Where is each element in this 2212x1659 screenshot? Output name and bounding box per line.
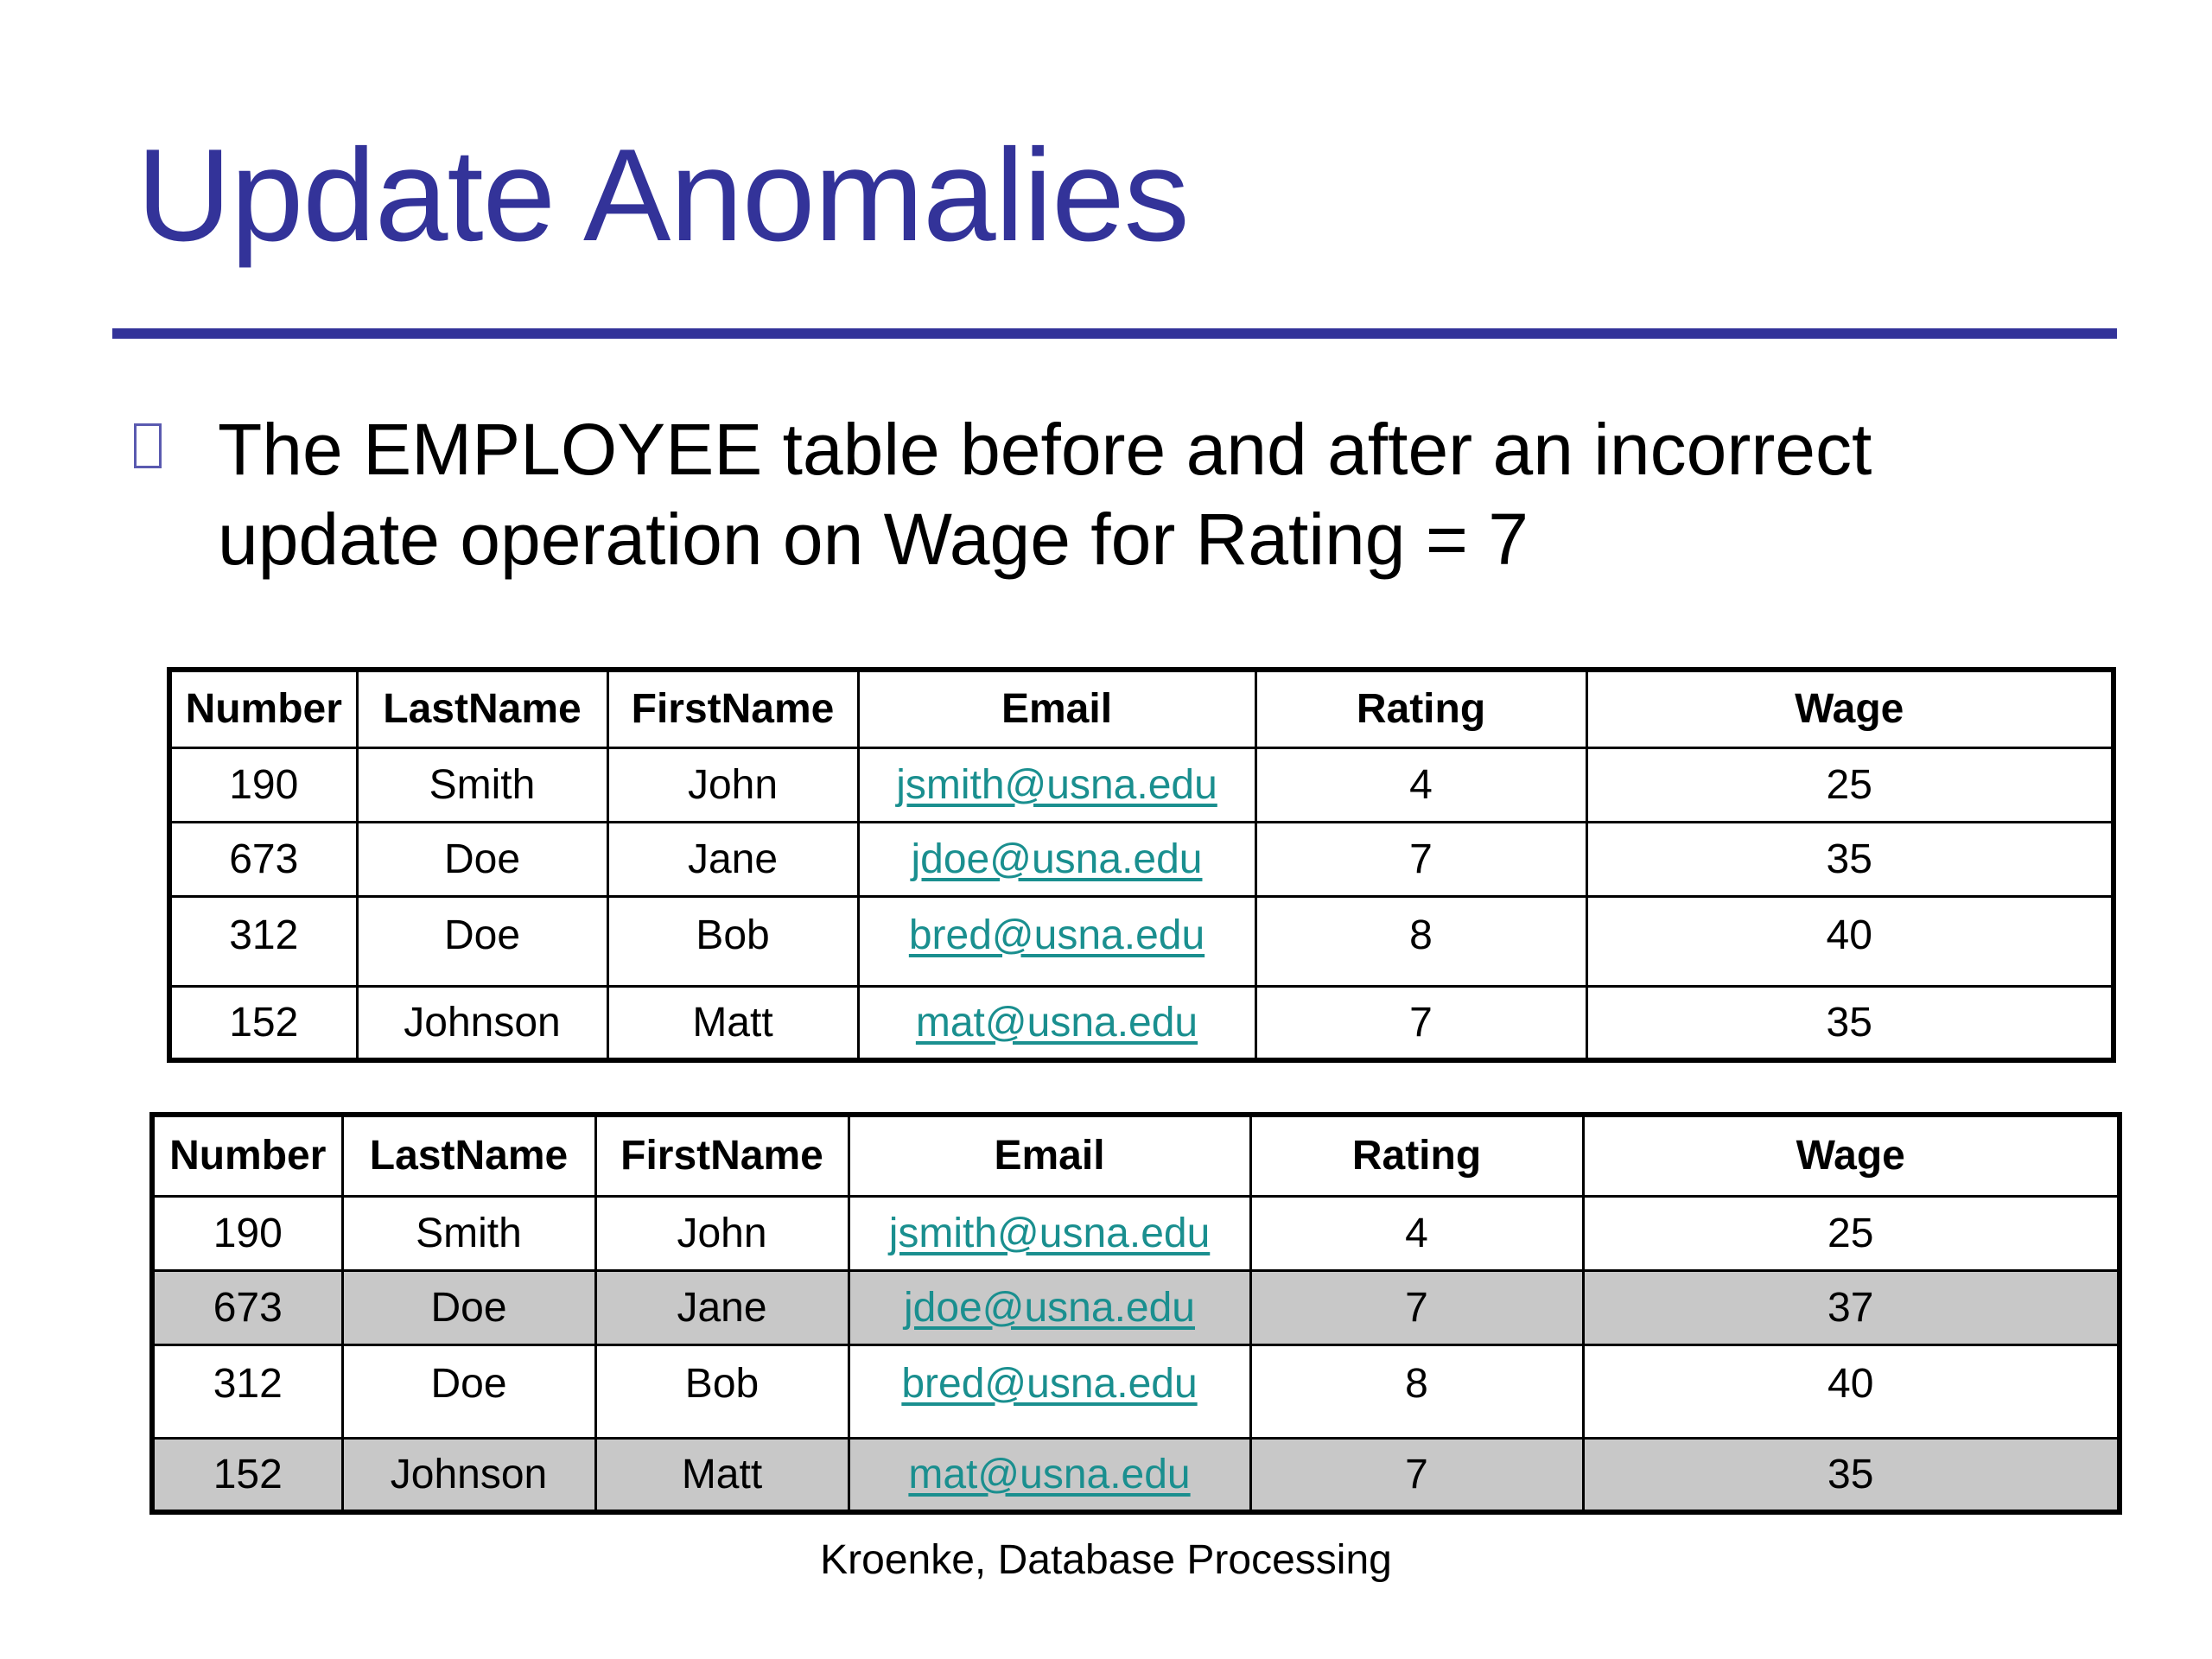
cell-wage: 37 (1583, 1270, 2120, 1344)
email-link[interactable]: jdoe@usna.edu (911, 836, 1203, 882)
table-header-row (152, 1115, 2120, 1196)
cell-rating: 4 (1250, 1196, 1583, 1270)
cell-lastname: Doe (342, 1344, 595, 1438)
cell-email (858, 896, 1255, 986)
table-row (169, 986, 2113, 1060)
source-caption: Kroenke, Database Processing (820, 1537, 1392, 1583)
employee-table-after (149, 1112, 2122, 1515)
cell-wage: 25 (1586, 747, 2113, 822)
cell-rating: 4 (1255, 747, 1586, 822)
table-row-highlighted (152, 1438, 2120, 1512)
cell-rating: 7 (1250, 1270, 1583, 1344)
column-header: Wage (1583, 1115, 2120, 1196)
table-row (169, 896, 2113, 986)
column-header: Email (849, 1115, 1250, 1196)
column-header: Number (169, 670, 357, 747)
cell-firstname: John (607, 747, 858, 822)
cell-number: 190 (169, 747, 357, 822)
cell-rating: 7 (1255, 986, 1586, 1060)
column-header: Email (858, 670, 1255, 747)
cell-wage: 40 (1583, 1344, 2120, 1438)
cell-lastname: Doe (342, 1270, 595, 1344)
column-header: LastName (357, 670, 607, 747)
cell-lastname: Johnson (357, 986, 607, 1060)
slide-title: Update Anomalies (137, 122, 1189, 269)
column-header: Wage (1586, 670, 2113, 747)
table-row (169, 747, 2113, 822)
cell-firstname: Bob (595, 1344, 849, 1438)
cell-firstname: Matt (595, 1438, 849, 1512)
cell-rating: 7 (1255, 822, 1586, 896)
column-header: Rating (1250, 1115, 1583, 1196)
cell-lastname: Doe (357, 822, 607, 896)
cell-firstname: John (595, 1196, 849, 1270)
employee-table-before (167, 667, 2116, 1063)
column-header: FirstName (607, 670, 858, 747)
cell-rating: 7 (1250, 1438, 1583, 1512)
cell-number: 673 (152, 1270, 342, 1344)
cell-wage: 35 (1586, 986, 2113, 1060)
email-link[interactable]: jdoe@usna.edu (904, 1284, 1195, 1331)
table-row (152, 1196, 2120, 1270)
email-link[interactable]: jsmith@usna.edu (888, 1210, 1211, 1256)
email-link[interactable]: mat@usna.edu (915, 999, 1198, 1046)
table-row-highlighted (152, 1270, 2120, 1344)
cell-firstname: Jane (607, 822, 858, 896)
title-divider (112, 328, 2117, 339)
column-header: LastName (342, 1115, 595, 1196)
cell-lastname: Smith (342, 1196, 595, 1270)
table-row (152, 1344, 2120, 1438)
cell-email (849, 1344, 1250, 1438)
cell-rating: 8 (1250, 1344, 1583, 1438)
cell-firstname: Jane (595, 1270, 849, 1344)
cell-firstname: Bob (607, 896, 858, 986)
cell-number: 312 (169, 896, 357, 986)
table-row (169, 822, 2113, 896)
cell-email (849, 1438, 1250, 1512)
cell-number: 312 (152, 1344, 342, 1438)
cell-lastname: Smith (357, 747, 607, 822)
cell-email (858, 747, 1255, 822)
cell-wage: 35 (1583, 1438, 2120, 1512)
cell-number: 673 (169, 822, 357, 896)
cell-number: 190 (152, 1196, 342, 1270)
email-link[interactable]: bred@usna.edu (908, 912, 1205, 958)
table-header-row (169, 670, 2113, 747)
cell-email (858, 986, 1255, 1060)
email-link[interactable]: mat@usna.edu (908, 1451, 1191, 1497)
cell-wage: 35 (1586, 822, 2113, 896)
column-header: Rating (1255, 670, 1586, 747)
cell-email (849, 1196, 1250, 1270)
cell-wage: 40 (1586, 896, 2113, 986)
email-link[interactable]: jsmith@usna.edu (896, 761, 1217, 808)
cell-email (858, 822, 1255, 896)
cell-firstname: Matt (607, 986, 858, 1060)
cell-number: 152 (169, 986, 357, 1060)
cell-number: 152 (152, 1438, 342, 1512)
column-header: Number (152, 1115, 342, 1196)
cell-lastname: Johnson (342, 1438, 595, 1512)
cell-wage: 25 (1583, 1196, 2120, 1270)
cell-email (849, 1270, 1250, 1344)
bullet-square-icon (134, 423, 162, 468)
column-header: FirstName (595, 1115, 849, 1196)
bullet-text: The EMPLOYEE table before and after an incorrect update operation on Wage for Rating = 7 (218, 409, 1872, 580)
cell-rating: 8 (1255, 896, 1586, 986)
email-link[interactable]: bred@usna.edu (901, 1360, 1198, 1407)
cell-lastname: Doe (357, 896, 607, 986)
